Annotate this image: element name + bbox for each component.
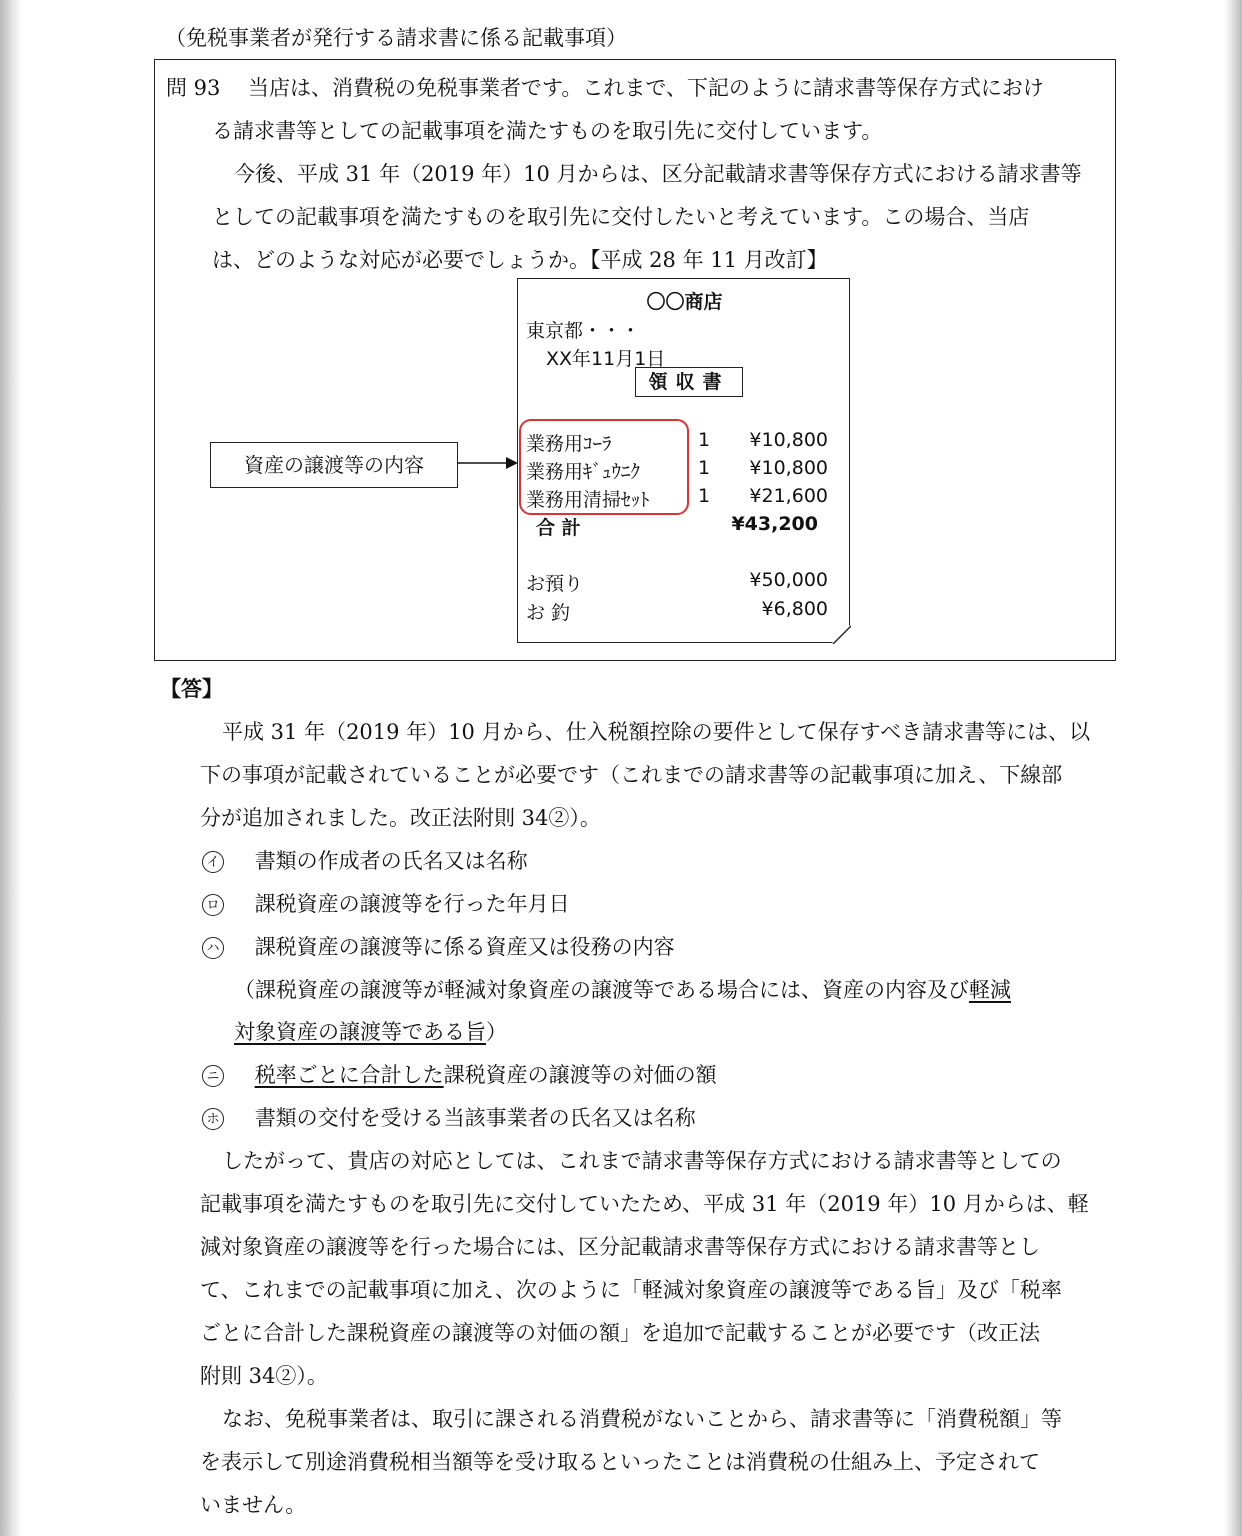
list-item-text: 課税資産の譲渡等の対価の額 bbox=[443, 1063, 717, 1087]
note-text: （課税資産の譲渡等が軽減対象資産の譲渡等である場合には、資産の内容及び bbox=[234, 978, 969, 1002]
receipt-item-qty: 1 bbox=[698, 457, 711, 479]
receipt-change-value: ¥6,800 bbox=[761, 598, 828, 620]
list-marker: ニ bbox=[202, 1065, 224, 1087]
receipt-total-label: 合 計 bbox=[536, 517, 581, 539]
list-item bbox=[202, 1102, 696, 1132]
receipt-total-value: ¥43,200 bbox=[731, 513, 818, 535]
list-item bbox=[202, 845, 528, 875]
question-line-3: 今後、平成 31 年（2019 年）10 月からは、区分記載請求書等保存方式における請求書等 bbox=[234, 162, 1082, 186]
note-underlined: 対象資産の譲渡等である旨 bbox=[234, 1020, 486, 1044]
answer-para3-1: なお、免税事業者は、取引に課される消費税がないことから、請求書等に「消費税額」等 bbox=[222, 1407, 1062, 1431]
list-item bbox=[202, 1059, 717, 1089]
list-marker: ハ bbox=[202, 937, 224, 959]
receipt-address: 東京都・・・ bbox=[526, 320, 641, 342]
receipt-change-label: お 釣 bbox=[526, 602, 571, 624]
question-line-2: る請求書等としての記載事項を満たすものを取引先に交付しています。 bbox=[212, 119, 883, 143]
receipt-item-price: ¥10,800 bbox=[749, 457, 828, 479]
answer-para2-1: したがって、貴店の対応としては、これまで請求書等保存方式における請求書等としての bbox=[222, 1149, 1062, 1173]
receipt-item-qty: 1 bbox=[698, 485, 711, 507]
list-item bbox=[202, 888, 570, 918]
question-line-5: は、どのような対応が必要でしょうか。【平成 28 年 11 月改訂】 bbox=[212, 248, 828, 272]
receipt-item-price: ¥21,600 bbox=[749, 485, 828, 507]
answer-para3-3: いません。 bbox=[200, 1493, 307, 1517]
answer-para2-4: て、これまでの記載事項に加え、次のように「軽減対象資産の譲渡等である旨」及び「税率 bbox=[200, 1278, 1062, 1302]
answer-intro-1: 平成 31 年（2019 年）10 月から、仕入税額控除の要件として保存すべき請求書等には、以 bbox=[222, 720, 1091, 744]
answer-para2-5: ごとに合計した課税資産の譲渡等の対価の額」を追加で記載することが必要です（改正法 bbox=[200, 1321, 1040, 1345]
answer-para2-6: 附則 34②）。 bbox=[200, 1364, 328, 1388]
receipt-shop-name: 〇〇商店 bbox=[646, 291, 723, 313]
note-underlined: 軽減 bbox=[969, 978, 1011, 1002]
list-item-note-cont bbox=[234, 1016, 507, 1046]
arrow-right-icon bbox=[458, 455, 520, 471]
list-item-underlined: 税率ごとに合計した bbox=[254, 1063, 444, 1087]
page-edge-left bbox=[0, 0, 22, 1536]
section-heading: （免税事業者が発行する請求書に係る記載事項） bbox=[165, 26, 627, 50]
list-marker: イ bbox=[202, 851, 224, 873]
receipt-item-qty: 1 bbox=[698, 429, 711, 451]
page-curl-icon bbox=[831, 624, 851, 644]
list-item-text: 課税資産の譲渡等に係る資産又は役務の内容 bbox=[254, 935, 675, 959]
list-marker: ホ bbox=[202, 1108, 224, 1130]
question-line-4: としての記載事項を満たすものを取引先に交付したいと考えています。この場合、当店 bbox=[212, 205, 1030, 229]
page-edge-right bbox=[1224, 0, 1242, 1536]
list-item-text: 課税資産の譲渡等を行った年月日 bbox=[254, 892, 570, 916]
receipt-date: XX年11月1日 bbox=[546, 348, 666, 370]
item-highlight-box bbox=[519, 419, 689, 515]
list-marker: ロ bbox=[202, 894, 224, 916]
receipt-paid-value: ¥50,000 bbox=[749, 569, 828, 591]
answer-label: 【答】 bbox=[160, 676, 223, 701]
question-label: 問 93 bbox=[166, 76, 221, 100]
list-item-text: 書類の作成者の氏名又は名称 bbox=[254, 849, 528, 873]
list-item-note bbox=[234, 974, 1011, 1004]
callout-label: 資産の譲渡等の内容 bbox=[210, 442, 458, 488]
note-text: ） bbox=[486, 1020, 507, 1044]
receipt-title: 領収書 bbox=[635, 367, 743, 397]
receipt-item-name: 業務用ｷﾞｭｳﾆｸ bbox=[526, 461, 641, 483]
answer-para3-2: を表示して別途消費税相当額等を受け取るといったことは消費税の仕組み上、予定されて bbox=[200, 1450, 1040, 1474]
receipt-item-name: 業務用清掃ｾｯﾄ bbox=[526, 489, 650, 511]
answer-intro-2: 下の事項が記載されていることが必要です（これまでの請求書等の記載事項に加え、下線部 bbox=[200, 763, 1063, 787]
answer-para2-3: 減対象資産の譲渡等を行った場合には、区分記載請求書等保存方式における請求書等とし bbox=[200, 1235, 1040, 1259]
receipt-item-name: 業務用ｺｰﾗ bbox=[526, 433, 612, 455]
question-line-1: 当店は、消費税の免税事業者です。これまで、下記のように請求書等保存方式におけ bbox=[248, 76, 1044, 100]
list-item-text: 書類の交付を受ける当該事業者の氏名又は名称 bbox=[254, 1106, 696, 1130]
receipt-paid-label: お預り bbox=[526, 573, 584, 595]
answer-intro-3: 分が追加されました。改正法附則 34②）。 bbox=[200, 806, 601, 830]
list-item bbox=[202, 931, 675, 961]
receipt-item-price: ¥10,800 bbox=[749, 429, 828, 451]
answer-para2-2: 記載事項を満たすものを取引先に交付していたため、平成 31 年（2019 年）10 月からは、軽 bbox=[200, 1192, 1089, 1216]
